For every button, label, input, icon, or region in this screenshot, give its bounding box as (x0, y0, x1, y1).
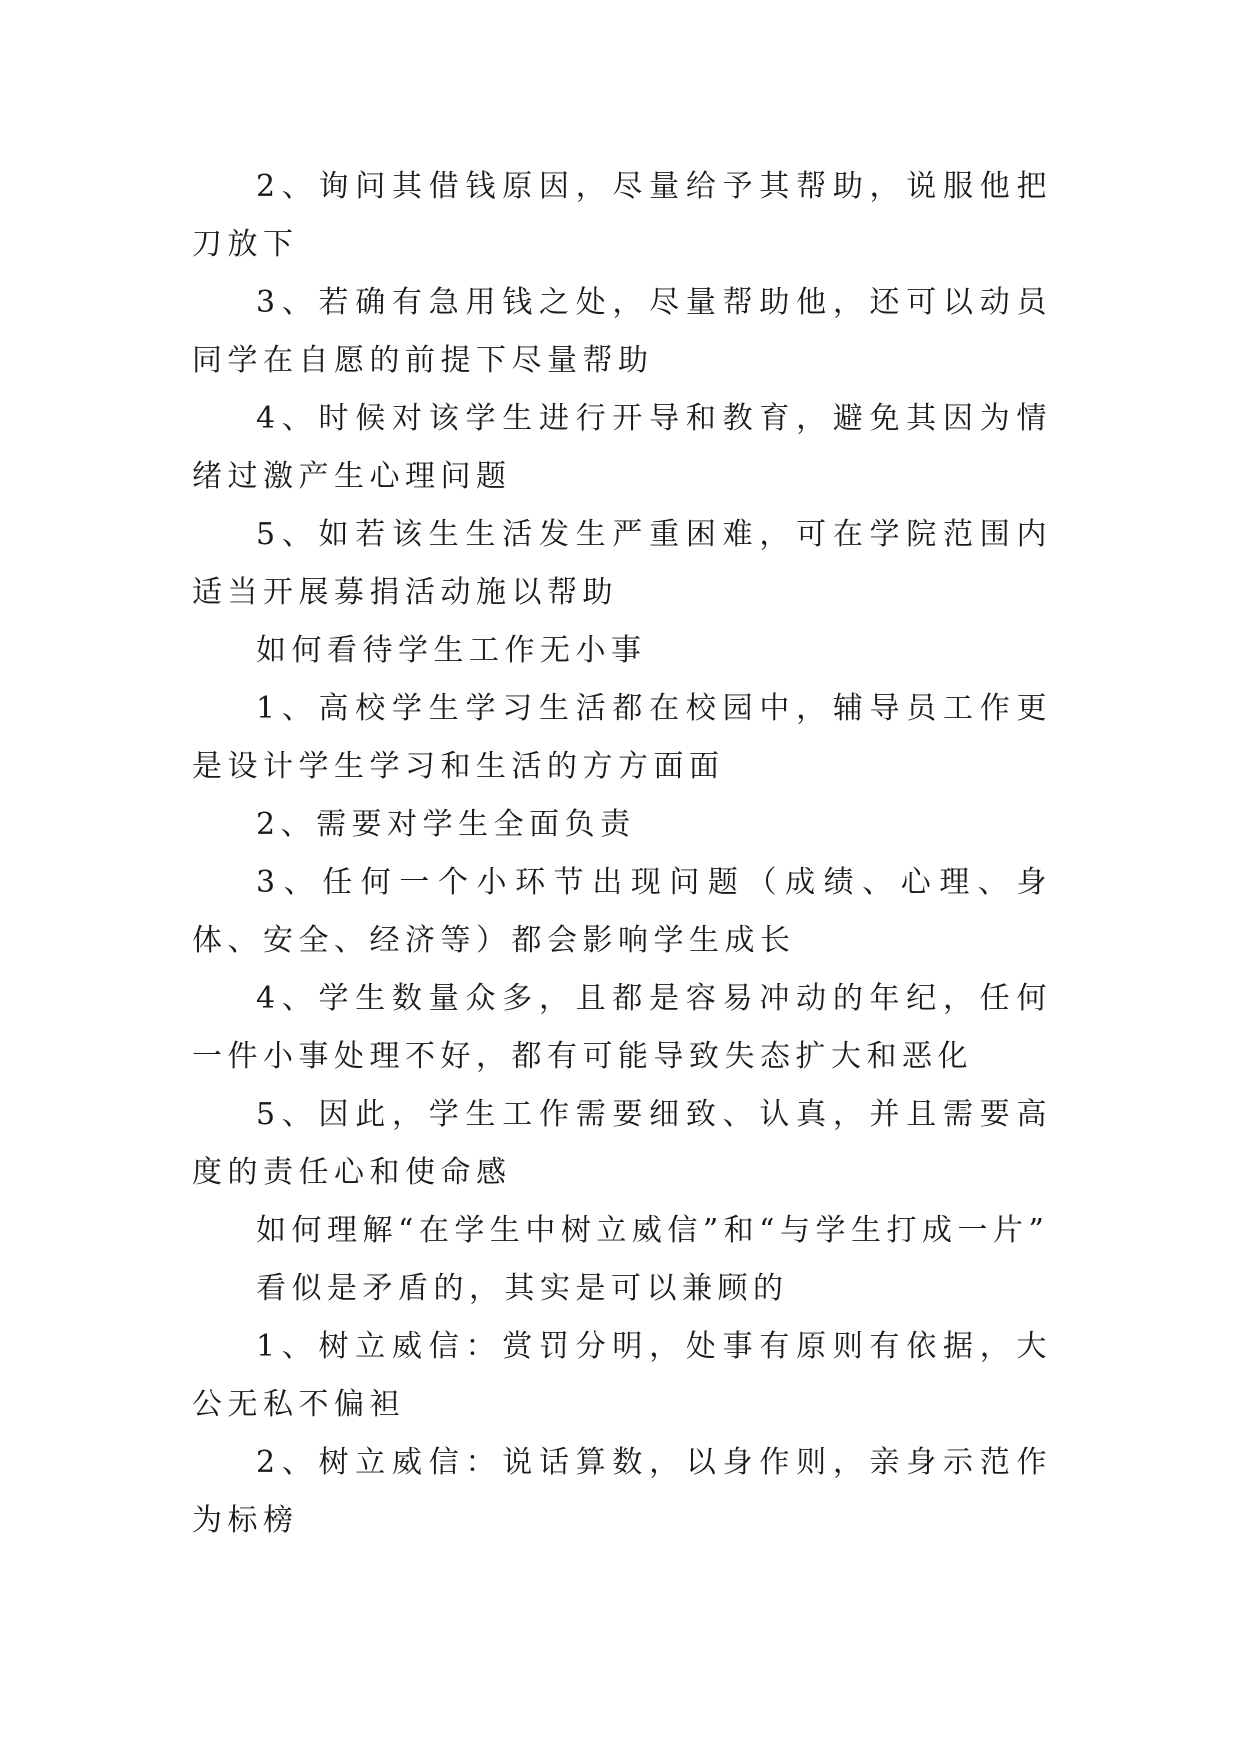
paragraph: 3、若确有急用钱之处，尽量帮助他，还可以动员同学在自愿的前提下尽量帮助 (192, 285, 1052, 378)
paragraph: 4、时候对该学生进行开导和教育，避免其因为情绪过激产生心理问题 (192, 401, 1052, 494)
document-body (192, 158, 1052, 1550)
section-heading: 如何理解“在学生中树立威信”和“与学生打成一片” (256, 1213, 1050, 1248)
paragraph: 3、任何一个小环节出现问题（成绩、心理、身体、安全、经济等）都会影响学生成长 (192, 865, 1052, 958)
paragraph: 看似是矛盾的，其实是可以兼顾的 (256, 1271, 789, 1306)
paragraph: 4、学生数量众多，且都是容易冲动的年纪，任何一件小事处理不好，都有可能导致失态扩大和恶化 (192, 981, 1052, 1074)
paragraph: 5、因此，学生工作需要细致、认真，并且需要高度的责任心和使命感 (192, 1097, 1052, 1190)
paragraph: 2、需要对学生全面负责 (256, 807, 636, 842)
paragraph: 1、高校学生学习生活都在校园中，辅导员工作更是设计学生学习和生活的方方面面 (192, 691, 1052, 784)
paragraph: 5、如若该生生活发生严重困难，可在学院范围内适当开展募捐活动施以帮助 (192, 517, 1052, 610)
paragraph: 1、树立威信：赏罚分明，处事有原则有依据，大公无私不偏袒 (192, 1329, 1052, 1422)
section-heading: 如何看待学生工作无小事 (256, 633, 647, 668)
paragraph: 2、询问其借钱原因，尽量给予其帮助，说服他把刀放下 (192, 169, 1052, 262)
paragraph: 2、树立威信：说话算数，以身作则，亲身示范作为标榜 (192, 1445, 1052, 1538)
